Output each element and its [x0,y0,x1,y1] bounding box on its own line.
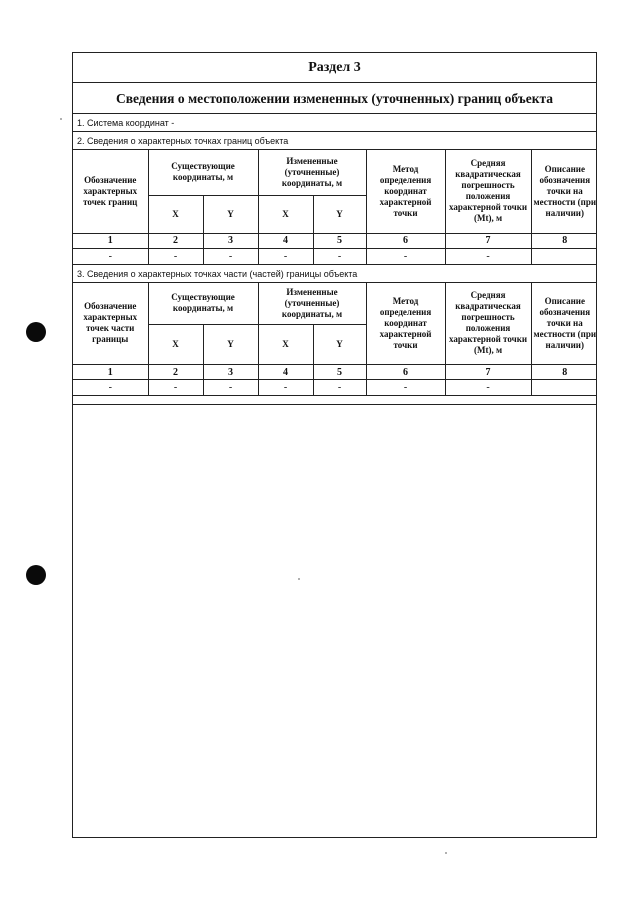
table-cell [531,248,597,264]
col-designation-header: Обозначение характерных точек границ [73,150,148,233]
column-number: 5 [313,233,366,248]
boundary-points-table [73,150,597,265]
col-description-header: Описание обозначения точки на местности (при наличии) [531,283,597,365]
column-number: 8 [531,233,597,248]
changed-x-header: X [258,325,313,365]
col-designation-header: Обозначение характерных точек части границы [73,283,148,365]
changed-y-header: Y [313,195,366,233]
scan-speck [445,852,447,854]
column-number: 8 [531,365,597,380]
table-cell: - [148,380,203,396]
binder-hole-top [26,322,46,342]
changed-x-header: X [258,195,313,233]
section-label: Раздел 3 [73,53,596,83]
coord-system-line: 1. Система координат - [73,114,596,132]
col-changed-header: Измененные (уточненные) координаты, м [258,150,366,195]
existing-x-header: X [148,195,203,233]
existing-y-header: Y [203,325,258,365]
document-frame [72,52,597,838]
column-number: 4 [258,365,313,380]
blank-area [73,396,596,405]
column-number: 6 [366,365,445,380]
column-number: 2 [148,365,203,380]
table-cell: - [313,248,366,264]
table-cell: - [366,380,445,396]
col-method-header: Метод определения координат характерной точки [366,150,445,233]
column-number: 7 [445,233,531,248]
existing-y-header: Y [203,195,258,233]
existing-x-header: X [148,325,203,365]
scan-speck [298,578,300,580]
column-number: 1 [73,233,148,248]
table2-caption: 3. Сведения о характерных точках части (частей) границы объекта [73,265,596,283]
col-error-header: Средняя квадратическая погрешность положения характерной точки (Mt), м [445,150,531,233]
column-number: 4 [258,233,313,248]
col-existing-header: Существующие координаты, м [148,150,258,195]
column-number: 5 [313,365,366,380]
table-cell [531,380,597,396]
changed-y-header: Y [313,325,366,365]
table-cell: - [73,380,148,396]
table-cell: - [203,380,258,396]
table-cell: - [445,248,531,264]
column-number: 1 [73,365,148,380]
column-number: 7 [445,365,531,380]
column-number: 2 [148,233,203,248]
column-number: 6 [366,233,445,248]
binder-hole-bottom [26,565,46,585]
scan-speck [60,118,62,120]
col-description-header: Описание обозначения точки на местности (при наличии) [531,150,597,233]
document-title: Сведения о местоположении измененных (уточненных) границ объекта [73,83,596,114]
table-cell: - [258,248,313,264]
col-method-header: Метод определения координат характерной точки [366,283,445,365]
table-cell: - [73,248,148,264]
column-number: 3 [203,365,258,380]
table1-caption: 2. Сведения о характерных точках границ объекта [73,132,596,150]
table-cell: - [148,248,203,264]
table-cell: - [366,248,445,264]
col-error-header: Средняя квадратическая погрешность положения характерной точки (Mt), м [445,283,531,365]
column-number: 3 [203,233,258,248]
table-cell: - [203,248,258,264]
col-existing-header: Существующие координаты, м [148,283,258,325]
boundary-part-points-table [73,283,597,397]
table-cell: - [258,380,313,396]
col-changed-header: Измененные (уточненные) координаты, м [258,283,366,325]
table-cell: - [313,380,366,396]
table-cell: - [445,380,531,396]
